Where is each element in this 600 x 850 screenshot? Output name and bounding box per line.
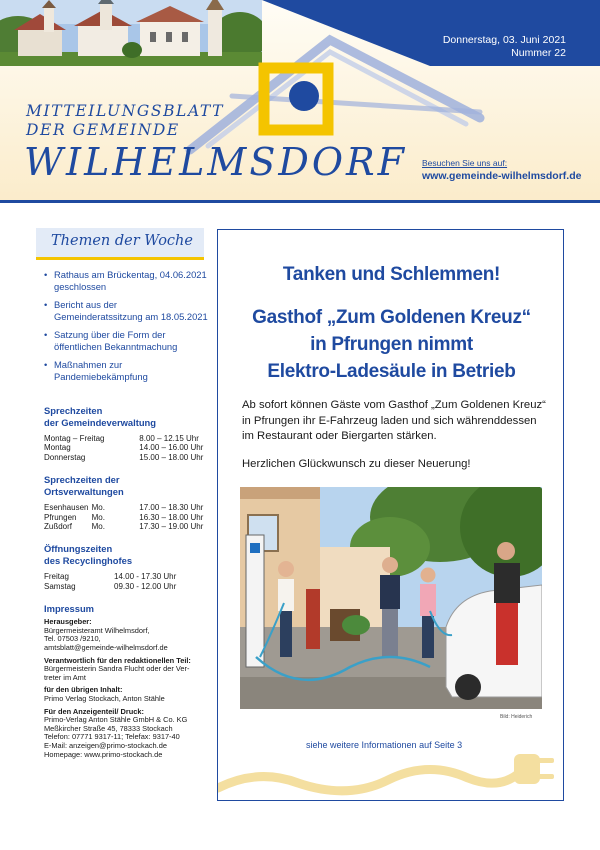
topic-item[interactable]: • Maßnahmen zur Pandemiebekämpfung: [36, 359, 208, 383]
article-congrats: Herzlichen Glückwunsch zu dieser Neuerung!: [242, 458, 471, 470]
website-link[interactable]: www.gemeinde-wilhelmsdorf.de: [422, 170, 582, 182]
article-body: [242, 398, 548, 445]
imp-line: Tel. 07503 /9210,: [44, 634, 101, 644]
imp-homepage[interactable]: Homepage: www.primo-stockach.de: [44, 749, 163, 759]
schedule-day: Mo.: [91, 522, 105, 532]
schedule-time: 17.30 – 19.00 Uhr: [139, 522, 204, 532]
imp-email[interactable]: E-Mail: anzeigen@primo-stockach.de: [44, 740, 167, 750]
body-line: in Pfrungen ihr E-Fahrzeug laden und sich währenddessen: [242, 414, 537, 427]
recycling-heading-line-1: Öffnungszeiten: [44, 543, 113, 555]
imp-line: Bürgermeisteramt Wilhelmsdorf,: [44, 625, 150, 635]
lead-article: [217, 229, 564, 801]
article-kicker: Tanken und Schlemmen!: [282, 264, 501, 285]
schedule-row: [44, 513, 206, 522]
masthead-line-1: MITTEILUNGSBLATT: [26, 102, 225, 120]
imp-line: Meßkircher Straße 45, 78333 Stockach: [44, 723, 173, 733]
sprechzeiten-heading: [36, 405, 208, 429]
schedule-time: 8.00 – 12.15 Uhr: [139, 434, 199, 443]
schedule-row: [44, 453, 206, 462]
schedule-day: Donnerstag: [44, 452, 86, 462]
ortsverwaltungen-heading: [36, 474, 208, 498]
imp-line: Bürgermeisterin Sandra Flucht oder der Ver-: [44, 664, 190, 674]
imp-label: für den übrigen Inhalt:: [44, 685, 123, 695]
imp-label: Für den Anzeigenteil/ Druck:: [44, 706, 144, 716]
schedule-time: 17.00 – 18.30 Uhr: [139, 503, 204, 513]
ortsverwaltungen-table: [36, 503, 206, 531]
imp-line: Primo-Verlag Anton Stähle GmbH & Co. KG: [44, 715, 188, 725]
recycling-heading-line-2: des Recyclinghofes: [44, 555, 133, 567]
schedule-time: 16.30 – 18.00 Uhr: [139, 512, 204, 522]
schedule-row: [44, 522, 206, 531]
imp-line: treter im Amt: [44, 672, 86, 682]
charging-station-photo: [240, 487, 542, 709]
schedule-place: Pfrungen: [44, 512, 77, 522]
headline-line-3: Elektro-Ladesäule in Betrieb: [267, 361, 516, 382]
masthead-title: WILHELMSDORF: [24, 140, 407, 184]
masthead: [0, 0, 600, 208]
imp-line: Telefon: 07771 9317-11; Telefax: 9317-40: [44, 732, 180, 742]
schedule-row: [44, 503, 206, 512]
impressum-heading: Impressum: [44, 603, 95, 615]
masthead-divider: [0, 200, 600, 203]
sprechzeiten-heading-line-1: Sprechzeiten: [44, 405, 103, 416]
schedule-time: 14.00 – 16.00 Uhr: [139, 443, 204, 453]
article-headline: [218, 304, 565, 385]
schedule-row: [44, 434, 206, 443]
photo-credit: Bild: Heiderich: [500, 714, 533, 720]
topic-item[interactable]: • Bericht aus der Gemeinderatssitzung am 18.05.2021: [36, 299, 208, 323]
masthead-line-2: DER GEMEINDE: [26, 121, 180, 139]
orts-heading-line-2: Ortsverwaltungen: [44, 486, 124, 498]
schedule-row: [44, 443, 206, 452]
wilhelmsdorf-logo-mark: [180, 0, 510, 160]
schedule-time: 15.00 – 18.00 Uhr: [139, 452, 204, 462]
orts-heading-line-1: Sprechzeiten der: [44, 474, 120, 486]
masthead-subtitle: [26, 102, 224, 140]
recyclinghof-heading: [36, 543, 208, 567]
schedule-time: 09.30 - 12.00 Uhr: [114, 581, 177, 591]
schedule-day: Montag: [44, 443, 71, 453]
headline-line-2: in Pfrungen nimmt: [310, 334, 473, 355]
issue-date: Donnerstag, 03. Juni 2021: [442, 34, 566, 46]
visit-label: Besuchen Sie uns auf:: [422, 158, 508, 168]
topic-item[interactable]: • Satzung über die Form der öffentlichen Bekanntmachung: [36, 329, 208, 353]
recyclinghof-table: [36, 572, 206, 591]
imp-email[interactable]: amtsblatt@gemeinde-wilhelmsdorf.de: [44, 643, 168, 653]
schedule-place: Esenhausen: [44, 503, 89, 513]
themen-title: Themen der Woche: [51, 233, 193, 249]
imp-line: Primo Verlag Stockach, Anton Stähle: [44, 694, 165, 703]
imp-label: Verantwortlich für den redaktionellen Teil:: [44, 655, 191, 665]
headline-line-1: Gasthof „Zum Goldenen Kreuz“: [252, 307, 531, 328]
themen-der-woche-heading: [36, 228, 204, 260]
see-more-link[interactable]: siehe weitere Informationen auf Seite 3: [306, 740, 463, 750]
body-line: im Restaurant oder Biergarten stärken.: [242, 430, 437, 442]
sidebar: [36, 228, 208, 759]
imp-label: Herausgeber:: [44, 617, 92, 627]
issue-number: Nummer 22: [511, 47, 566, 59]
body-line: Ab sofort können Gäste vom Gasthof „Zum Goldenen Kreuz“: [242, 399, 546, 411]
schedule-row: [44, 582, 206, 591]
schedule-day: Samstag: [44, 581, 76, 591]
sprechzeiten-table: [36, 434, 206, 462]
schedule-place: Zußdorf: [44, 522, 73, 532]
schedule-time: 14.00 - 17.30 Uhr: [114, 572, 177, 582]
topics-list: [36, 269, 208, 383]
issue-info: [443, 34, 566, 60]
schedule-day: Freitag: [44, 572, 69, 582]
sprechzeiten-heading-line-2: der Gemeindeverwaltung: [44, 417, 157, 428]
topic-item[interactable]: • Rathaus am Brückentag, 04.06.2021 geschlossen: [36, 269, 208, 293]
schedule-day: Mo.: [91, 503, 105, 513]
impressum-block: [36, 618, 208, 759]
schedule-day: Mo.: [91, 512, 105, 522]
schedule-row: [44, 572, 206, 581]
schedule-day: Montag – Freitag: [44, 434, 105, 443]
